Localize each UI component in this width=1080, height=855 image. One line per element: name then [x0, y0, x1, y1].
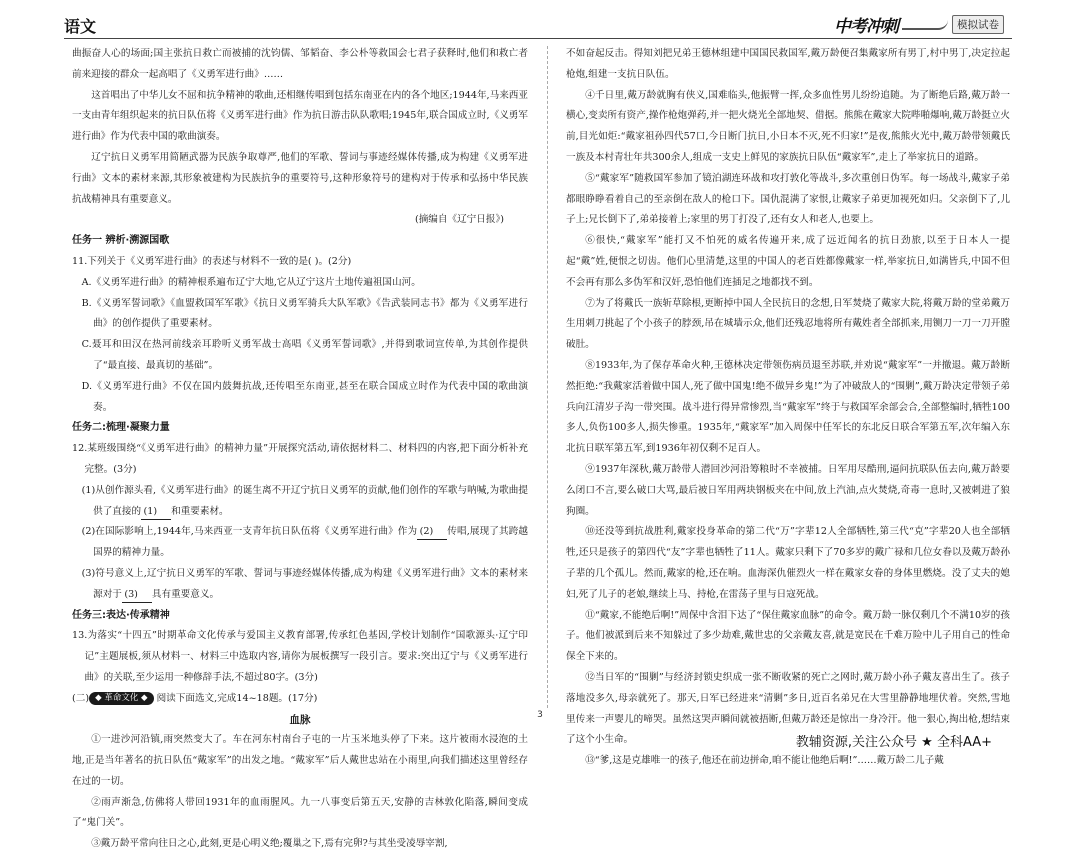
story-paragraph: ⑥很快,“戴家军”能打又不怕死的威名传遍开来,成了远近闻名的抗日劲旅,以至于日本人一提起“戴”姓,便恨之切齿。他们心里清楚,这里的中国人的老百姓都像戴家一样,举家抗日,如满皆兵,中国不但不会再有那么多伪军和汉奸,恐怕他们连插足之地都找不到。 [566, 235, 1010, 288]
story-paragraph: ⑩还没等到抗战胜利,戴家投身革命的第二代“万”字辈12人全部牺牲,第三代“克”字辈20人也全部牺牲,还只是孩子的第四代“友”字辈也牺牲了11人。戴家只剩下了70多岁的戴广禄和几位女眷以及戴万龄孙子辈的几个孤儿。然而,戴家的枪,还在响。血海深仇催烈火一样在戴家女眷的身体里燃烧。没了丈夫的媳妇,死了儿子的老娘,继续上马、持枪,在雷荡子里与日寇死战。 [566, 526, 1010, 600]
question-13: 13.为落实“十四五”时期革命文化传承与爱国主义教育部署,传承红色基因,学校计划制作“国歌源头·辽宁印记”主题展板,须从材料一、材料三中选取内容,请你为展板撰写一段引言。要求:突出辽宁与《义勇军进行曲》的关联,至少运用一种修辞手法,不超过80字。(3分) [72, 630, 528, 683]
question-12-part-3 [72, 564, 528, 606]
story-paragraph: ⑧1933年,为了保存革命火种,王德林决定带领伤病员退至苏联,并劝说“戴家军”一并撤退。戴万龄断然拒绝:“我戴家活着做中国人,死了做中国鬼!绝不做异乡鬼!”为了冲破敌人的“围剿”,戴万龄决定带领子弟兵向江清岁子沟一带突围。战斗进行得异常惨烈,当“戴家军”终于与救国军余部会合,全部整编时,牺牲100多人,负伤100多人,损失惨重。1935年,“戴家军”加入周保中任军长的东北反日联合军第五军,次年编入东北抗日联军第五军,到1936年初仅剩不足百人。 [566, 359, 1010, 455]
story-paragraph: ③戴万龄平常向往日之心,此刻,更是心明义绝;覆巢之下,焉有完卵?与其坐受凌辱宰割, [91, 838, 448, 850]
answer-blank-3[interactable]: (3) [122, 588, 152, 603]
page-number: 3 [537, 710, 543, 720]
option-a: A.《义勇军进行曲》的精神根系遍布辽宁大地,它从辽宁这片土地传遍祖国山河。 [81, 276, 421, 288]
story-paragraph: ④千日里,戴万龄就胸有侠义,国难临头,他振臂一挥,众多血性男儿纷纷追随。为了断绝后路,戴万龄一横心,变卖所有资产,操作枪炮弹药,并一把火烧光全部地契、借据。熊熊在戴家大院哔啪爆响,戴万龄挺立火前,目光如炬:“戴家祖孙四代57口,今日断门抗日,小日本不灭,死不归家!”是夜,熊熊火光中,戴万龄带领戴氏一族及本村青壮年共300余人,组成一支史上鲜见的家族抗日队伍“戴家军”,走上了举家抗日的道路。 [566, 89, 1010, 163]
subject-title: 语文 [64, 17, 97, 36]
option-b: B.《义勇军誓词歌》《血盟救国军军歌》《抗日义勇军骑兵大队军歌》《告武装同志书》都为《义勇军进行曲》的创作提供了重要素材。 [81, 297, 528, 330]
answer-blank-1[interactable]: (1) [141, 505, 171, 520]
question-12-part-2 [72, 522, 528, 564]
right-column [566, 44, 1010, 772]
brand-header [834, 12, 1004, 37]
task-heading: 任务一 辨析·溯源国歌 [72, 235, 170, 247]
source-note: (摘编自《辽宁日报》) [414, 214, 504, 226]
question-12-part-1 [72, 481, 528, 523]
part-text: 和重要素材。 [171, 505, 229, 517]
part-text: 传唱,展现了其跨越国界的精神力量。 [93, 526, 528, 559]
story-paragraph: ⑤“戴家军”随救国军参加了镜泊湖连环战和攻打敦化等战斗,多次重创日伪军。每一场战斗,戴家子弟都眼睁睁看着自己的至亲倒在敌人的枪口下。国仇混满了家恨,让戴家子弟更加视死如归。父亲倒下了,儿子上;兄长倒下了,弟弟接着上;家里的男丁打没了,还有女人和老人,也要上。 [566, 172, 1010, 226]
column-divider [547, 46, 548, 708]
part-text: (2)在国际影响上,1944年,马来西亚一支青年抗日队伍将《义勇军进行曲》作为 [81, 526, 418, 538]
section-category-badge: ◆ 革命文化 ◆ [89, 692, 153, 705]
part-text: (1)从创作源头看,《义勇军进行曲》的诞生离不开辽宁抗日义勇军的贡献,他们创作的军歌与呐喊,为歌曲提供了直接的 [81, 484, 528, 517]
material-paragraph: 这首唱出了中华儿女不屈和抗争精神的歌曲,还相继传唱到包括东南亚在内的各个地区;1944年,马来西亚一支由青年组织起来的抗日队伍将《义勇军进行曲》作为抗日游击队队歌唱;1945年,联合国成立时,《义勇军进行曲》作为代表中国的歌曲演奏。 [72, 89, 528, 143]
option-d: D.《义勇军进行曲》不仅在国内鼓舞抗战,还传唱至东南亚,甚至在联合国成立时作为代表中国的歌曲演奏。 [81, 380, 528, 413]
story-paragraph: 不如奋起反击。得知刘把兄弟王德林组建中国国民救国军,戴万龄便召集戴家所有男丁,村中男丁,决定拉起枪炮,组建一支抗日队伍。 [566, 48, 1010, 80]
story-paragraph: ⑫当日军的“围剿”与经济封锁史织成一张不断收紧的死亡之网时,戴万龄小孙子戴友喜出生了。孩子落地没多久,母亲就死了。那天,日军已经进来“清剿”多日,近百名弟兄在大雪里静静地埋伏着。突然,雪地里传来一声婴儿的啼哭。虽然这哭声瞬间就被捂断,但戴万龄还是惊出一身冷汗。他一狠心,掏出枪,想结束了这个小生命。 [566, 671, 1010, 746]
question-12: 12.某班级围绕“《义勇军进行曲》的精神力量”开展探究活动,请依据材料二、材料四的内容,把下面分析补充完整。(3分) [72, 443, 528, 475]
series-tag: 模拟试卷 [952, 15, 1004, 34]
material-paragraph: 辽宁抗日义勇军用简陋武器为民族争取尊严,他们的军歌、誓词与事迹经媒体传播,成为构建《义勇军进行曲》文本的素材来源,其形象被建构为民族抗争的重要符号,这种形象符号的建构对于传承和弘扬中华民族抗战精神具有重要意义。 [72, 151, 528, 205]
section-heading [72, 689, 528, 710]
task-heading: 任务二:梳理·凝聚力量 [72, 422, 170, 434]
brand-logo: 中考冲刺 [834, 17, 898, 37]
header-rule [64, 38, 1012, 39]
story-title: 血脉 [289, 713, 311, 726]
left-column [72, 44, 528, 855]
story-paragraph: ⑦为了将戴氏一族斩草除根,更断掉中国人全民抗日的念想,日军焚烧了戴家大院,将戴万龄的堂弟戴万生用刺刀挑起了个小孩子的脖颈,吊在城墙示众,他们还残忍地将所有戴姓者全部抓来,用铡刀一刀一刀开膛破肚。 [566, 297, 1010, 351]
story-paragraph: ⑪“戴家,不能绝后啊!”周保中含泪下达了“保住戴家血脉”的命令。戴万龄一脉仅剩几个不满10岁的孩子。他们被派到后来不知躲过了多少劫难,戴世忠的父亲戴友喜,就是宽民在千难万险中儿子用自己的性命保全下来的。 [566, 609, 1010, 663]
intro-tail: 曲振奋人心的场面;国主张抗日救亡而被捕的沈钧儒、邹韬奋、李公朴等救国会七君子获释时,他们和救亡者前来迎接的群众一起高唱了《义勇军进行曲》…… [72, 48, 528, 80]
story-paragraph: ⑬“爹,这是克雄唯一的孩子,他还在前边拼命,咱不能让他绝后啊!”……戴万龄二儿子戴 [585, 755, 944, 767]
option-c: C.聂耳和田汉在热河前线亲耳聆听义勇军战士高唱《义勇军誓词歌》,并得到歌词宣传单,为其创作提供了“最直接、最真切的基础”。 [81, 339, 528, 371]
part-text: (3)符号意义上,辽宁抗日义勇军的军歌、誓词与事迹经媒体传播,成为构建《义勇军进行曲》文本的素材来源对于 [81, 567, 528, 600]
part-text: 具有重要意义。 [151, 588, 220, 600]
task-heading: 任务三:表达·传承精神 [72, 609, 170, 621]
story-paragraph: ①一进沙河沿镇,雨突然变大了。车在河东村南台子屯的一片玉米地头停了下来。这片被雨水浸泡的土地,正是当年著名的抗日队伍“戴家军”的出发之地。“戴家军”后人戴世忠站在小雨里,向我们描述这里曾经存在过的一切。 [72, 734, 528, 787]
footer-watermark: 教辅资源,关注公众号 ★ 全科AA+ [795, 735, 992, 750]
section-number: (二) [72, 692, 90, 704]
question-11: 11.下列关于《义勇军进行曲》的表述与材料不一致的是( )。(2分) [72, 255, 352, 267]
brand-swoosh-icon [902, 20, 948, 30]
answer-blank-2[interactable]: (2) [417, 525, 447, 540]
section-instruction: 阅读下面选文,完成14~18题。(17分) [156, 692, 318, 704]
story-paragraph: ⑨1937年深秋,戴万龄带人潜回沙河沿筹粮时不幸被捕。日军用尽酷刑,逼问抗联队伍去向,戴万龄要么闭口不言,要么破口大骂,最后被日军用两块钢板夹在中间,放上汽油,点火焚烧,奇毒一息时,又被刺进了狼狗圈。 [566, 463, 1010, 517]
story-paragraph: ②雨声渐急,仿佛将人带回1931年的血雨腥风。九一八事变后第五天,安静的吉林敦化陷落,瞬间变成了“鬼门关”。 [72, 796, 528, 829]
